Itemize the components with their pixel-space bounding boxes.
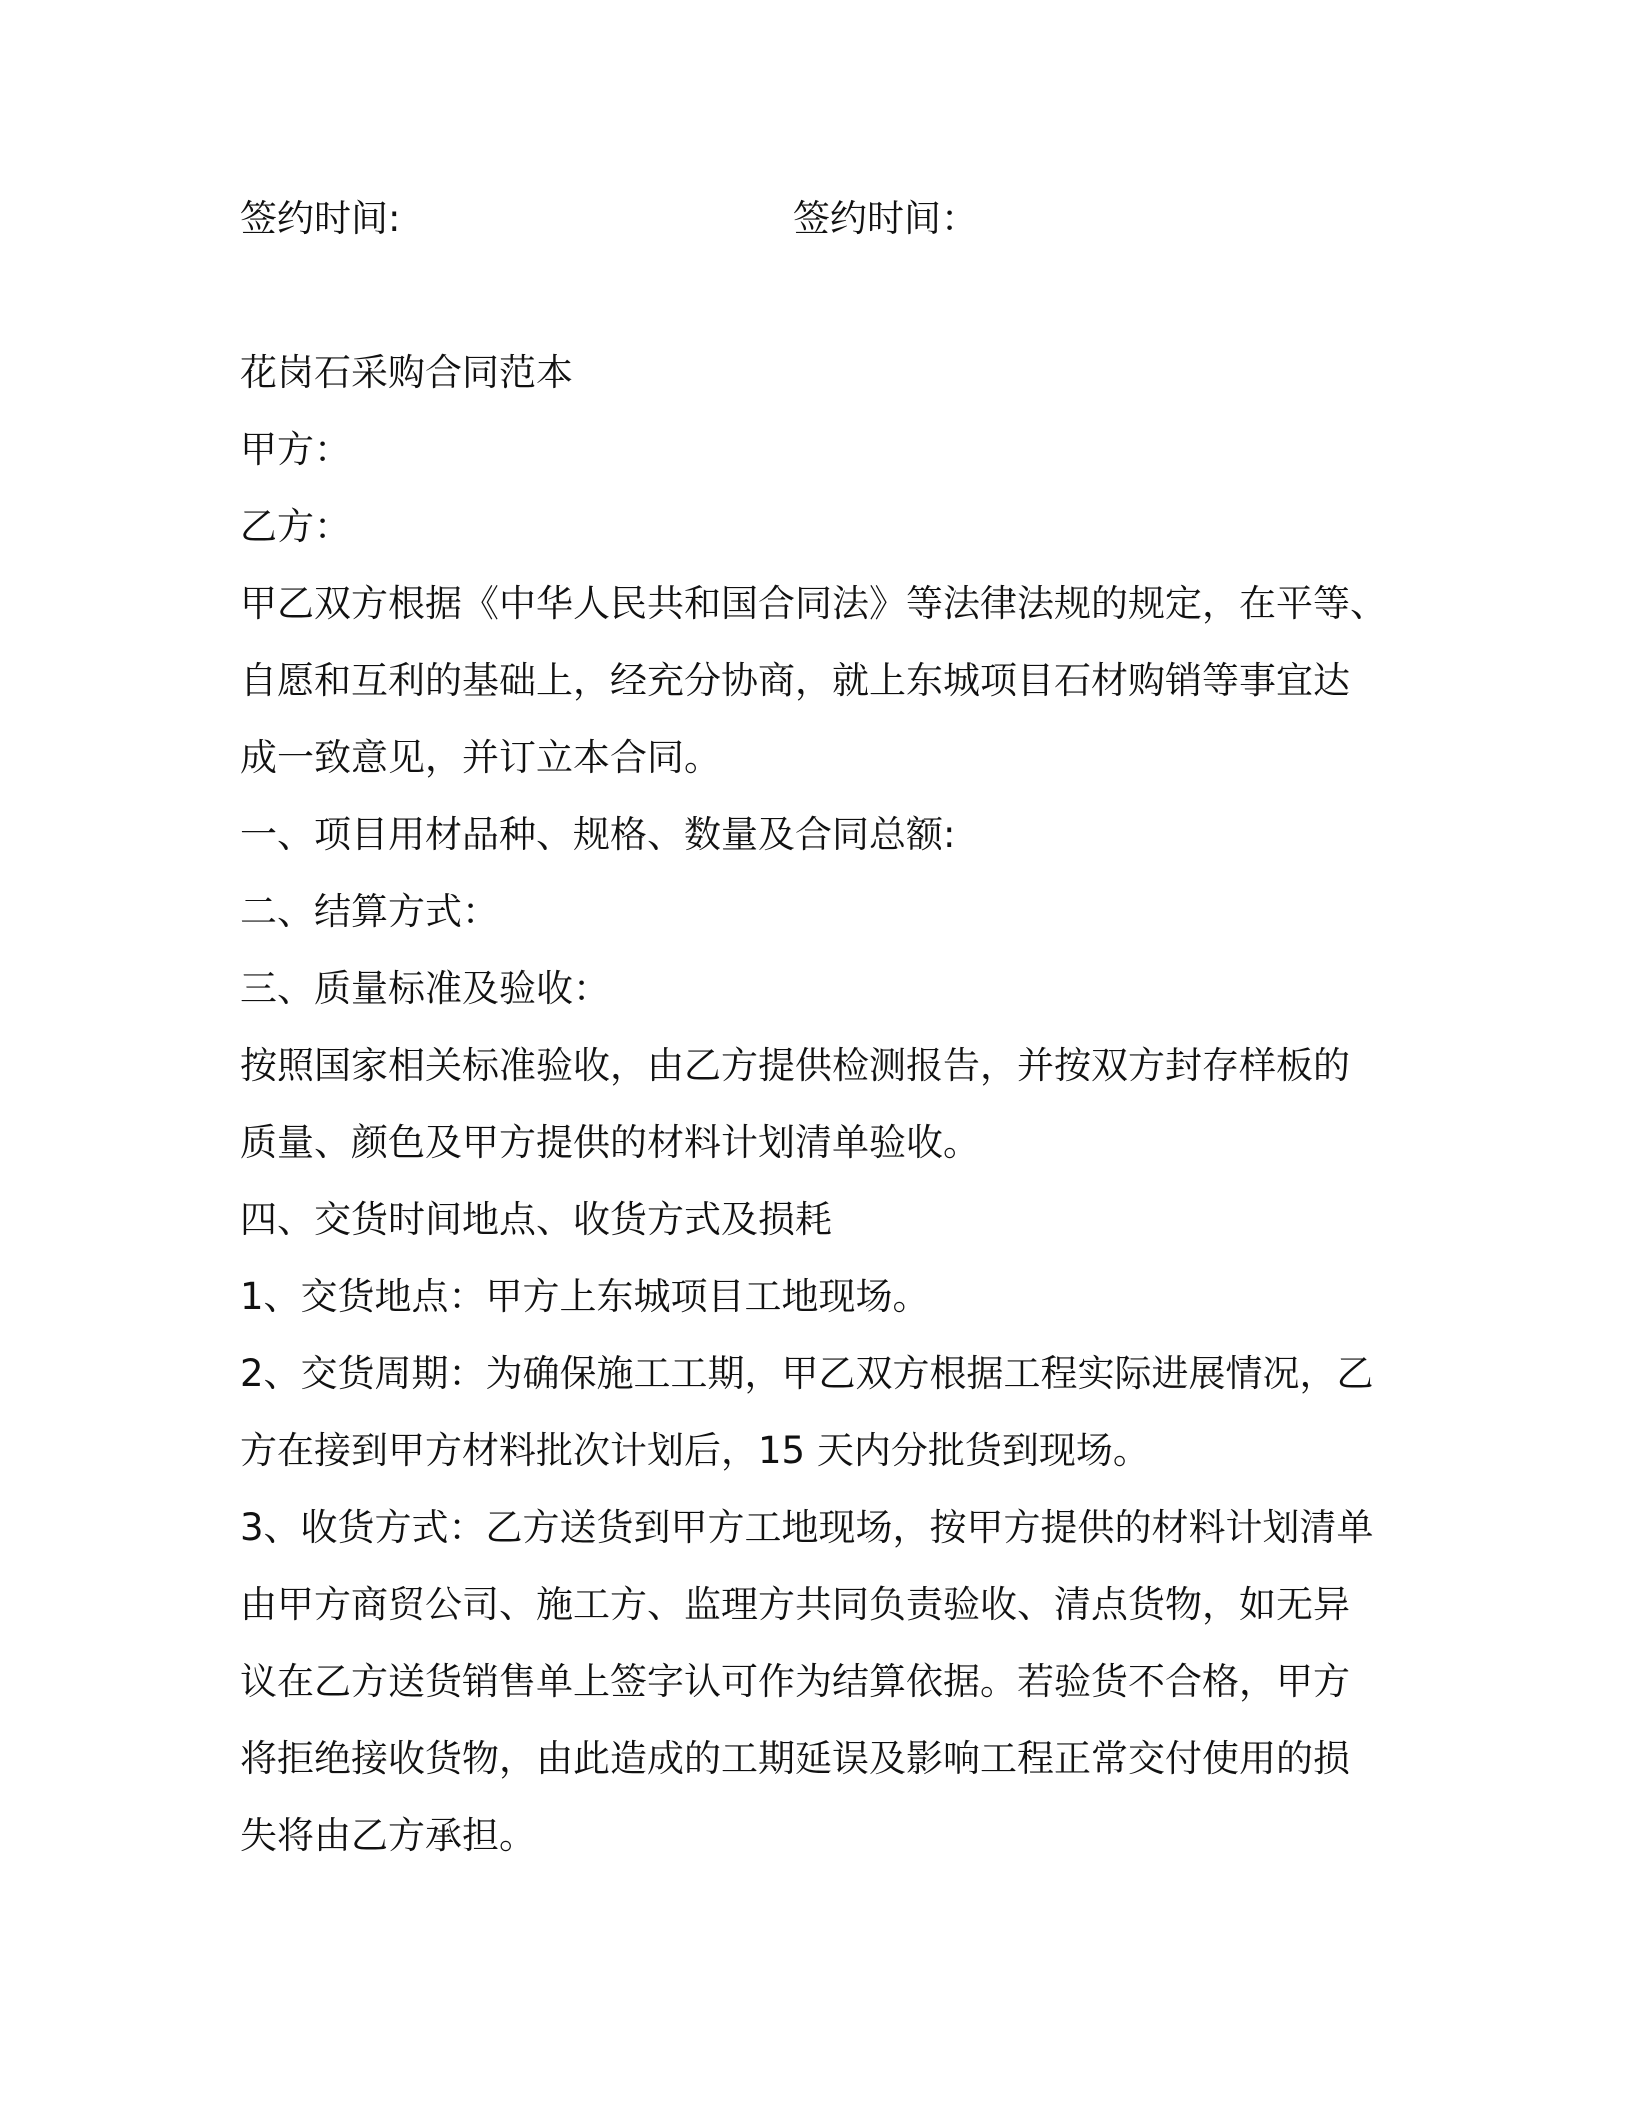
section-heading: 三、质量标准及验收：	[240, 967, 610, 1010]
paragraph-line: 质量、颜色及甲方提供的材料计划清单验收。	[240, 1121, 980, 1164]
party-b-label: 乙方：	[240, 505, 351, 548]
clause-line: 议在乙方送货销售单上签字认可作为结算依据。若验货不合格，甲方	[240, 1660, 1350, 1703]
paragraph-line: 按照国家相关标准验收，由乙方提供检测报告，并按双方封存样板的	[240, 1044, 1350, 1087]
contract-body	[240, 334, 1387, 1874]
paragraph-line: 甲乙双方根据《中华人民共和国合同法》等法律法规的规定，在平等、	[240, 582, 1387, 625]
section-heading: 四、交货时间地点、收货方式及损耗	[240, 1198, 832, 1241]
signature-row	[240, 180, 1440, 257]
paragraph-line: 自愿和互利的基础上，经充分协商，就上东城项目石材购销等事宜达	[240, 659, 1350, 702]
signing-time-label-right: 签约时间：	[793, 197, 978, 240]
clause-line: 失将由乙方承担。	[240, 1814, 536, 1857]
clause-line: 2、交货周期：为确保施工工期，甲乙双方根据工程实际进展情况，乙	[240, 1352, 1374, 1395]
party-a-label: 甲方：	[240, 428, 351, 471]
clause-line: 3、收货方式：乙方送货到甲方工地现场，按甲方提供的材料计划清单	[240, 1506, 1374, 1549]
paragraph-line: 成一致意见，并订立本合同。	[240, 736, 721, 779]
signing-time-label-left: 签约时间:	[240, 197, 401, 240]
contract-title: 花岗石采购合同范本	[240, 351, 573, 394]
clause-line: 方在接到甲方材料批次计划后，15 天内分批货到现场。	[240, 1429, 1150, 1472]
clause-line: 1、交货地点：甲方上东城项目工地现场。	[240, 1275, 930, 1318]
clause-line: 将拒绝接收货物，由此造成的工期延误及影响工程正常交付使用的损	[240, 1737, 1350, 1780]
section-heading: 一、项目用材品种、规格、数量及合同总额:	[240, 813, 956, 856]
section-heading: 二、结算方式：	[240, 890, 499, 933]
clause-line: 由甲方商贸公司、施工方、监理方共同负责验收、清点货物，如无异	[240, 1583, 1350, 1626]
